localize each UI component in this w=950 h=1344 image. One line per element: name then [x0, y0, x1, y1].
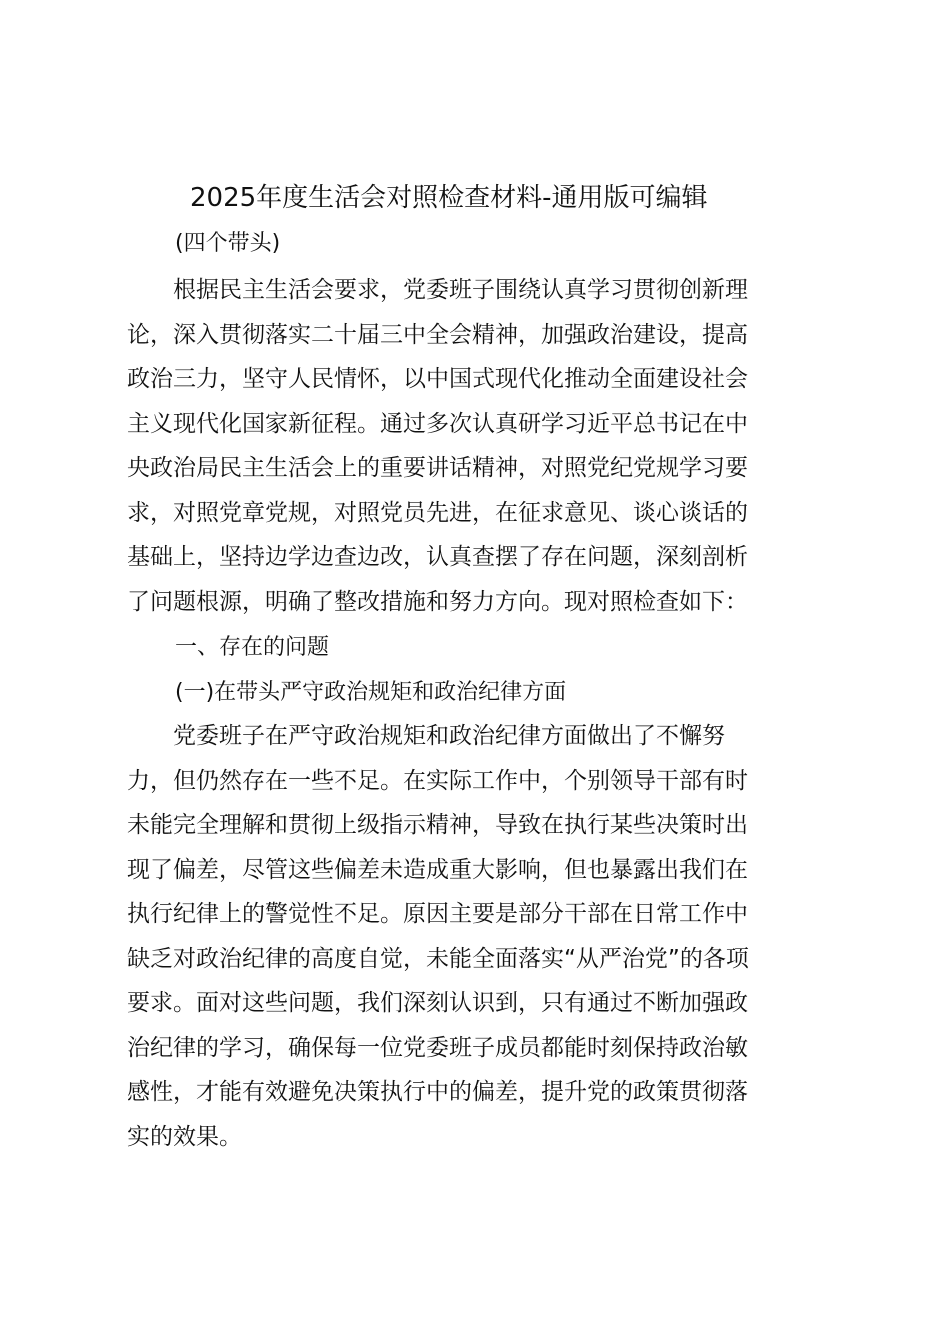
paragraph-line: 现了偏差，尽管这些偏差未造成重大影响，但也暴露出我们在: [127, 856, 748, 883]
paragraph-line: 论，深入贯彻落实二十届三中全会精神，加强政治建设，提高: [127, 321, 748, 348]
paragraph-line: 基础上，坚持边学边查边改，认真查摆了存在问题，深刻剖析: [127, 544, 748, 570]
subsection-heading: (一)在带头严守政治规矩和政治纪律方面: [175, 680, 567, 705]
section-heading: 一、存在的问题: [175, 635, 330, 660]
paragraph-line: 求，对照党章党规，对照党员先进，在征求意见、谈心谈话的: [127, 499, 748, 526]
paragraph-line: 实的效果。: [127, 1123, 242, 1150]
paragraph-line: 根据民主生活会要求，党委班子围绕认真学习贯彻创新理: [127, 277, 748, 303]
paragraph-line: 政治三力，坚守人民情怀，以中国式现代化推动全面建设社会: [127, 366, 748, 392]
paragraph-line: 党委班子在严守政治规矩和政治纪律方面做出了不懈努: [127, 723, 725, 749]
paragraph-line: 感性，才能有效避免决策执行中的偏差，提升党的政策贯彻落: [127, 1079, 748, 1105]
paragraph-line: 主义现代化国家新征程。通过多次认真研学习近平总书记在中: [127, 410, 748, 437]
section-paragraph: [127, 714, 827, 1159]
paragraph-line: 要求。面对这些问题，我们深刻认识到，只有通过不断加强政: [127, 990, 748, 1016]
paragraph-line: 了问题根源，明确了整改措施和努力方向。现对照检查如下：: [127, 588, 748, 615]
paragraph-line: 治纪律的学习，确保每一位党委班子成员都能时刻保持政治敏: [127, 1034, 748, 1061]
paragraph-line: 执行纪律上的警觉性不足。原因主要是部分干部在日常工作中: [127, 901, 748, 927]
paragraph-line: 央政治局民主生活会上的重要讲话精神，对照党纪党规学习要: [127, 455, 748, 481]
paragraph-line: 缺乏对政治纪律的高度自觉，未能全面落实“从严治党”的各项: [127, 945, 749, 972]
document-title: 2025年度生活会对照检查材料-通用版可编辑: [190, 183, 708, 213]
document-subtitle: (四个带头): [175, 231, 281, 256]
paragraph-line: 力，但仍然存在一些不足。在实际工作中，个别领导干部有时: [127, 767, 748, 794]
paragraph-line: 未能完全理解和贯彻上级指示精神，导致在执行某些决策时出: [127, 812, 748, 838]
intro-paragraph: [127, 268, 827, 624]
